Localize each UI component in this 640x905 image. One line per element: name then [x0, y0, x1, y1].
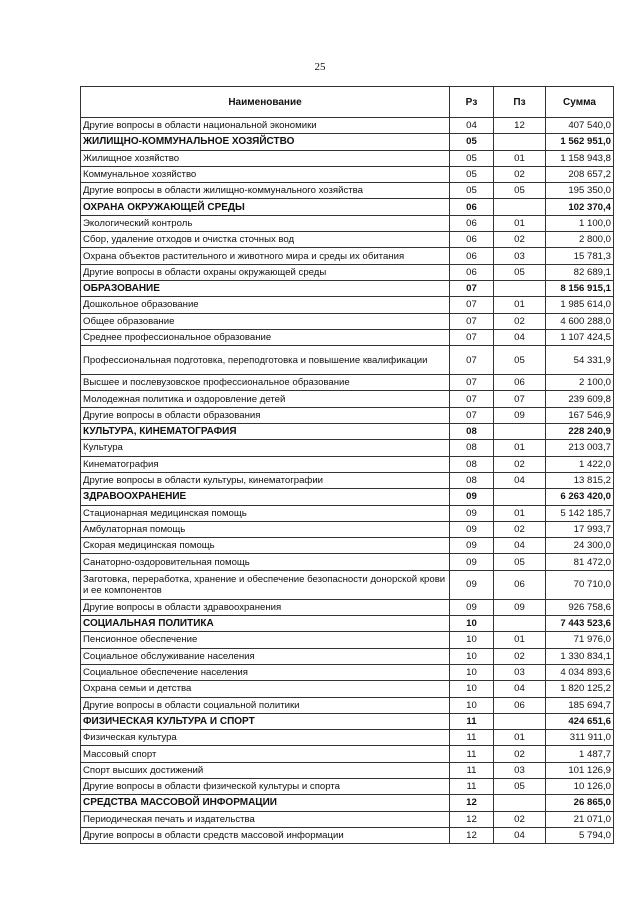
row-pz-cell: 02 [494, 521, 546, 537]
table-row [81, 232, 614, 248]
row-sum-cell: 926 758,6 [546, 599, 614, 615]
table-row [81, 329, 614, 345]
table-row [81, 570, 614, 599]
row-pz-cell: 01 [494, 440, 546, 456]
row-name-cell: Охрана семьи и детства [81, 681, 450, 697]
row-pz-cell: 02 [494, 746, 546, 762]
header-pz: Пз [494, 87, 546, 118]
table-row [81, 521, 614, 537]
row-name-cell: Экологический контроль [81, 215, 450, 231]
row-rz-cell: 06 [450, 199, 494, 215]
row-sum-cell: 17 993,7 [546, 521, 614, 537]
table-row [81, 762, 614, 778]
row-rz-cell: 12 [450, 827, 494, 843]
header-name: Наименование [81, 87, 450, 118]
row-sum-cell: 228 240,9 [546, 424, 614, 440]
row-rz-cell: 07 [450, 329, 494, 345]
row-name-cell: Другие вопросы в области жилищно-коммунального хозяйства [81, 183, 450, 199]
row-pz-cell: 01 [494, 297, 546, 313]
row-sum-cell: 2 800,0 [546, 232, 614, 248]
row-rz-cell: 08 [450, 456, 494, 472]
table-row [81, 375, 614, 391]
row-rz-cell: 09 [450, 599, 494, 615]
row-sum-cell: 71 976,0 [546, 632, 614, 648]
row-rz-cell: 07 [450, 297, 494, 313]
row-pz-cell [494, 424, 546, 440]
row-rz-cell: 11 [450, 762, 494, 778]
row-sum-cell: 311 911,0 [546, 730, 614, 746]
row-sum-cell: 167 546,9 [546, 407, 614, 423]
row-rz-cell: 09 [450, 505, 494, 521]
row-name-cell: Стационарная медицинская помощь [81, 505, 450, 521]
section-row [81, 616, 614, 632]
row-pz-cell: 04 [494, 329, 546, 345]
table-row [81, 440, 614, 456]
row-rz-cell: 05 [450, 134, 494, 150]
row-sum-cell: 15 781,3 [546, 248, 614, 264]
row-sum-cell: 81 472,0 [546, 554, 614, 570]
row-rz-cell: 12 [450, 795, 494, 811]
table-row [81, 150, 614, 166]
table-row [81, 183, 614, 199]
row-name-cell: Другие вопросы в области образования [81, 407, 450, 423]
row-name-cell: СРЕДСТВА МАССОВОЙ ИНФОРМАЦИИ [81, 795, 450, 811]
row-pz-cell [494, 134, 546, 150]
row-rz-cell: 10 [450, 632, 494, 648]
table-row [81, 166, 614, 182]
row-pz-cell: 01 [494, 215, 546, 231]
table-row [81, 554, 614, 570]
row-name-cell: Амбулаторная помощь [81, 521, 450, 537]
header-sum: Сумма [546, 87, 614, 118]
row-rz-cell: 10 [450, 648, 494, 664]
row-name-cell: Санаторно-оздоровительная помощь [81, 554, 450, 570]
row-rz-cell: 11 [450, 746, 494, 762]
row-sum-cell: 213 003,7 [546, 440, 614, 456]
row-name-cell: Физическая культура [81, 730, 450, 746]
row-name-cell: Молодежная политика и оздоровление детей [81, 391, 450, 407]
row-rz-cell: 09 [450, 521, 494, 537]
row-name-cell: Другие вопросы в области средств массовой информации [81, 827, 450, 843]
row-rz-cell: 09 [450, 538, 494, 554]
row-pz-cell [494, 280, 546, 296]
row-name-cell: Культура [81, 440, 450, 456]
row-name-cell: Другие вопросы в области охраны окружающей среды [81, 264, 450, 280]
row-name-cell: СОЦИАЛЬНАЯ ПОЛИТИКА [81, 616, 450, 632]
row-name-cell: Коммунальное хозяйство [81, 166, 450, 182]
row-pz-cell: 06 [494, 697, 546, 713]
row-sum-cell: 70 710,0 [546, 570, 614, 599]
page-number: 25 [314, 61, 326, 73]
row-name-cell: Дошкольное образование [81, 297, 450, 313]
row-name-cell: Заготовка, переработка, хранение и обеспечение безопасности донорской крови и ее компонентов [81, 570, 450, 599]
row-pz-cell [494, 199, 546, 215]
table-row [81, 264, 614, 280]
row-name-cell: Периодическая печать и издательства [81, 811, 450, 827]
table-row [81, 407, 614, 423]
row-pz-cell: 02 [494, 232, 546, 248]
table-row [81, 472, 614, 488]
row-sum-cell: 1 100,0 [546, 215, 614, 231]
table-row [81, 538, 614, 554]
row-pz-cell: 02 [494, 313, 546, 329]
section-row [81, 795, 614, 811]
row-rz-cell: 07 [450, 346, 494, 375]
row-pz-cell: 06 [494, 375, 546, 391]
row-name-cell: Социальное обслуживание населения [81, 648, 450, 664]
row-pz-cell: 02 [494, 166, 546, 182]
row-sum-cell: 82 689,1 [546, 264, 614, 280]
row-rz-cell: 07 [450, 313, 494, 329]
row-pz-cell: 02 [494, 648, 546, 664]
row-sum-cell: 1 820 125,2 [546, 681, 614, 697]
row-rz-cell: 04 [450, 118, 494, 134]
row-pz-cell: 09 [494, 407, 546, 423]
row-rz-cell: 05 [450, 166, 494, 182]
row-pz-cell: 06 [494, 570, 546, 599]
row-rz-cell: 11 [450, 713, 494, 729]
row-sum-cell: 208 657,2 [546, 166, 614, 182]
row-sum-cell: 24 300,0 [546, 538, 614, 554]
section-row [81, 134, 614, 150]
row-sum-cell: 5 794,0 [546, 827, 614, 843]
row-rz-cell: 07 [450, 375, 494, 391]
row-rz-cell: 09 [450, 554, 494, 570]
row-rz-cell: 08 [450, 424, 494, 440]
section-row [81, 713, 614, 729]
table-row [81, 730, 614, 746]
row-pz-cell: 05 [494, 183, 546, 199]
row-pz-cell: 02 [494, 811, 546, 827]
row-name-cell: Другие вопросы в области социальной политики [81, 697, 450, 713]
row-pz-cell: 01 [494, 730, 546, 746]
row-rz-cell: 07 [450, 407, 494, 423]
row-name-cell: Социальное обеспечение населения [81, 664, 450, 680]
row-rz-cell: 05 [450, 150, 494, 166]
row-name-cell: Пенсионное обеспечение [81, 632, 450, 648]
table-row [81, 313, 614, 329]
table-row [81, 456, 614, 472]
table-header-row [81, 87, 614, 118]
table-row [81, 746, 614, 762]
row-rz-cell: 10 [450, 681, 494, 697]
row-name-cell: КУЛЬТУРА, КИНЕМАТОГРАФИЯ [81, 424, 450, 440]
row-pz-cell: 02 [494, 456, 546, 472]
table-row [81, 599, 614, 615]
row-name-cell: ОБРАЗОВАНИЕ [81, 280, 450, 296]
row-pz-cell: 07 [494, 391, 546, 407]
row-name-cell: Охрана объектов растительного и животного мира и среды их обитания [81, 248, 450, 264]
row-name-cell: ФИЗИЧЕСКАЯ КУЛЬТУРА И СПОРТ [81, 713, 450, 729]
table-row [81, 632, 614, 648]
row-pz-cell: 04 [494, 681, 546, 697]
row-rz-cell: 07 [450, 280, 494, 296]
table-body [81, 118, 614, 844]
row-sum-cell: 195 350,0 [546, 183, 614, 199]
row-rz-cell: 06 [450, 264, 494, 280]
row-name-cell: Массовый спорт [81, 746, 450, 762]
table-row [81, 664, 614, 680]
row-name-cell: Среднее профессиональное образование [81, 329, 450, 345]
row-pz-cell: 04 [494, 538, 546, 554]
row-rz-cell: 06 [450, 215, 494, 231]
table-row [81, 346, 614, 375]
row-sum-cell: 424 651,6 [546, 713, 614, 729]
row-rz-cell: 10 [450, 616, 494, 632]
row-pz-cell: 09 [494, 599, 546, 615]
row-sum-cell: 26 865,0 [546, 795, 614, 811]
row-pz-cell: 01 [494, 505, 546, 521]
row-rz-cell: 12 [450, 811, 494, 827]
row-sum-cell: 1 330 834,1 [546, 648, 614, 664]
table-row [81, 697, 614, 713]
row-sum-cell: 1 422,0 [546, 456, 614, 472]
row-sum-cell: 239 609,8 [546, 391, 614, 407]
row-pz-cell: 03 [494, 762, 546, 778]
section-row [81, 424, 614, 440]
row-rz-cell: 09 [450, 489, 494, 505]
row-sum-cell: 7 443 523,6 [546, 616, 614, 632]
row-name-cell: Высшее и послевузовское профессиональное образование [81, 375, 450, 391]
row-rz-cell: 08 [450, 472, 494, 488]
table-row [81, 811, 614, 827]
row-sum-cell: 54 331,9 [546, 346, 614, 375]
row-name-cell: ОХРАНА ОКРУЖАЮЩЕЙ СРЕДЫ [81, 199, 450, 215]
row-sum-cell: 1 158 943,8 [546, 150, 614, 166]
section-row [81, 199, 614, 215]
row-pz-cell: 03 [494, 664, 546, 680]
row-pz-cell: 04 [494, 472, 546, 488]
row-name-cell: Другие вопросы в области физической культуры и спорта [81, 778, 450, 794]
row-sum-cell: 185 694,7 [546, 697, 614, 713]
row-pz-cell: 01 [494, 632, 546, 648]
row-sum-cell: 10 126,0 [546, 778, 614, 794]
row-rz-cell: 06 [450, 232, 494, 248]
row-name-cell: Спорт высших достижений [81, 762, 450, 778]
row-name-cell: ЗДРАВООХРАНЕНИЕ [81, 489, 450, 505]
row-sum-cell: 13 815,2 [546, 472, 614, 488]
row-rz-cell: 05 [450, 183, 494, 199]
row-sum-cell: 8 156 915,1 [546, 280, 614, 296]
table-row [81, 248, 614, 264]
row-rz-cell: 07 [450, 391, 494, 407]
row-sum-cell: 101 126,9 [546, 762, 614, 778]
row-name-cell: Сбор, удаление отходов и очистка сточных вод [81, 232, 450, 248]
row-sum-cell: 407 540,0 [546, 118, 614, 134]
row-name-cell: Жилищное хозяйство [81, 150, 450, 166]
row-rz-cell: 11 [450, 778, 494, 794]
section-row [81, 280, 614, 296]
row-pz-cell: 01 [494, 150, 546, 166]
row-pz-cell: 12 [494, 118, 546, 134]
row-pz-cell [494, 616, 546, 632]
row-sum-cell: 6 263 420,0 [546, 489, 614, 505]
row-name-cell: Общее образование [81, 313, 450, 329]
row-name-cell: Профессиональная подготовка, переподготовка и повышение квалификации [81, 346, 450, 375]
row-sum-cell: 1 487,7 [546, 746, 614, 762]
row-rz-cell: 10 [450, 697, 494, 713]
row-name-cell: ЖИЛИЩНО-КОММУНАЛЬНОЕ ХОЗЯЙСТВО [81, 134, 450, 150]
table-row [81, 681, 614, 697]
table-row [81, 648, 614, 664]
row-sum-cell: 5 142 185,7 [546, 505, 614, 521]
row-sum-cell: 21 071,0 [546, 811, 614, 827]
row-name-cell: Другие вопросы в области национальной экономики [81, 118, 450, 134]
row-sum-cell: 1 562 951,0 [546, 134, 614, 150]
row-pz-cell: 04 [494, 827, 546, 843]
row-sum-cell: 4 034 893,6 [546, 664, 614, 680]
row-pz-cell: 05 [494, 778, 546, 794]
row-pz-cell: 05 [494, 554, 546, 570]
row-sum-cell: 102 370,4 [546, 199, 614, 215]
row-rz-cell: 10 [450, 664, 494, 680]
table-row [81, 827, 614, 843]
table-row [81, 297, 614, 313]
row-pz-cell [494, 713, 546, 729]
row-rz-cell: 11 [450, 730, 494, 746]
table-row [81, 391, 614, 407]
row-sum-cell: 4 600 288,0 [546, 313, 614, 329]
row-pz-cell: 05 [494, 264, 546, 280]
table-row [81, 778, 614, 794]
row-pz-cell: 05 [494, 346, 546, 375]
row-name-cell: Кинематография [81, 456, 450, 472]
budget-table [80, 86, 614, 844]
row-rz-cell: 08 [450, 440, 494, 456]
row-sum-cell: 2 100,0 [546, 375, 614, 391]
table-row [81, 215, 614, 231]
section-row [81, 489, 614, 505]
row-rz-cell: 09 [450, 570, 494, 599]
row-pz-cell: 03 [494, 248, 546, 264]
row-name-cell: Другие вопросы в области здравоохранения [81, 599, 450, 615]
row-pz-cell [494, 489, 546, 505]
row-sum-cell: 1 107 424,5 [546, 329, 614, 345]
row-sum-cell: 1 985 614,0 [546, 297, 614, 313]
table-row [81, 118, 614, 134]
row-name-cell: Другие вопросы в области культуры, кинематографии [81, 472, 450, 488]
header-rz: Рз [450, 87, 494, 118]
table-row [81, 505, 614, 521]
row-name-cell: Скорая медицинская помощь [81, 538, 450, 554]
row-rz-cell: 06 [450, 248, 494, 264]
row-pz-cell [494, 795, 546, 811]
